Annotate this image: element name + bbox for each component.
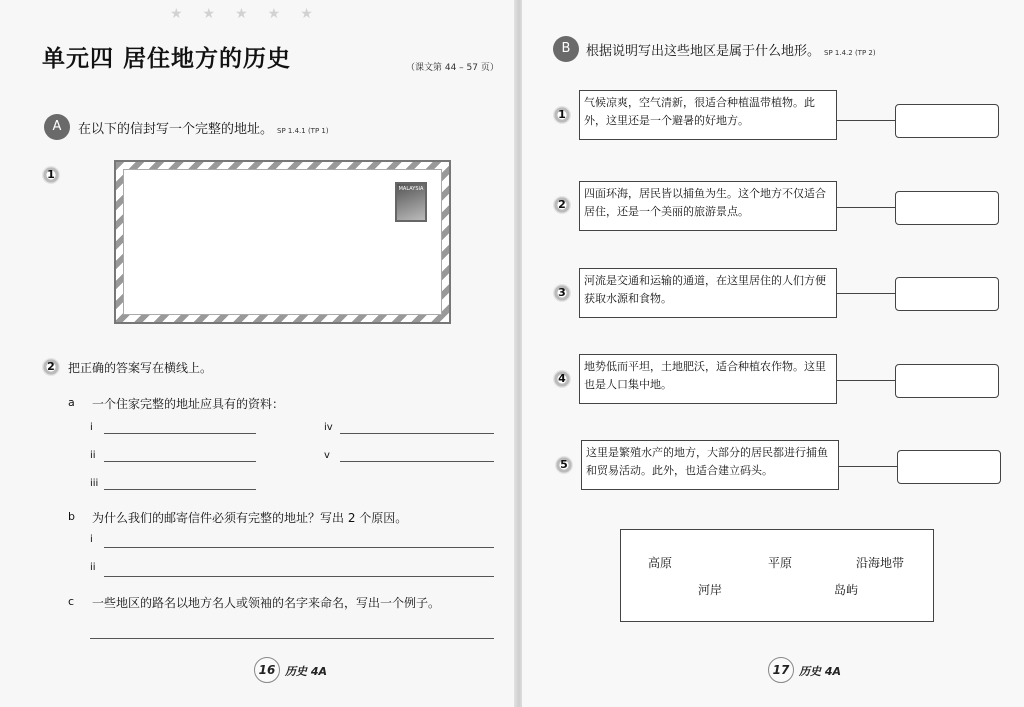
q2a-roman-2: ii bbox=[90, 450, 96, 461]
q2b-letter: b bbox=[68, 510, 75, 523]
question-2-number: 2 bbox=[42, 358, 60, 376]
page-title: 单元四 居住地方的历史 bbox=[42, 46, 292, 72]
word-bank-item-1: 高原 bbox=[648, 556, 673, 570]
footer-subject-left: 历史 4A bbox=[285, 665, 327, 678]
section-b-instruction: 根据说明写出这些地区是属于什么地形。 bbox=[586, 44, 821, 59]
q2a-text: 一个住家完整的地址应具有的资料： bbox=[92, 397, 285, 411]
stamp-text: MALAYSIA bbox=[398, 186, 424, 192]
item-3-connector bbox=[837, 293, 895, 294]
item-3-number: 3 bbox=[553, 284, 571, 302]
word-bank-item-2: 平原 bbox=[768, 556, 793, 570]
q2b-roman-2: ii bbox=[90, 562, 96, 573]
item-2-description: 四面环海，居民皆以捕鱼为生。这个地方不仅适合居住，还是一个美丽的旅游景点。 bbox=[579, 181, 837, 231]
q2a-roman-1: i bbox=[90, 422, 93, 433]
q2a-answer-line-4[interactable] bbox=[340, 433, 494, 434]
q2a-answer-line-3[interactable] bbox=[104, 489, 256, 490]
q2c-text: 一些地区的路名以地方名人或领袖的名字来命名，写出一个例子。 bbox=[92, 596, 441, 610]
footer-subject-right: 历史 4A bbox=[799, 665, 841, 678]
section-b-badge: B bbox=[553, 36, 579, 62]
item-3-answer-box[interactable] bbox=[895, 277, 999, 311]
decorative-stars: ★★★★★ bbox=[170, 6, 333, 22]
textbook-reference: （课文第 44 – 57 页） bbox=[406, 63, 499, 73]
item-2-answer-box[interactable] bbox=[895, 191, 999, 225]
item-1-number: 1 bbox=[553, 106, 571, 124]
page-number-left: 16 bbox=[254, 657, 280, 683]
q2a-roman-3: iii bbox=[90, 478, 99, 489]
word-bank bbox=[620, 529, 934, 622]
section-a-heading bbox=[78, 118, 329, 137]
q2a-roman-5: v bbox=[324, 450, 330, 461]
question-1-number: 1 bbox=[42, 166, 60, 184]
item-5-description: 这里是繁殖水产的地方，大部分的居民都进行捕鱼和贸易活动。此外，也适合建立码头。 bbox=[581, 440, 839, 490]
q2a-answer-line-1[interactable] bbox=[104, 433, 256, 434]
word-bank-item-5: 岛屿 bbox=[834, 583, 859, 597]
q2b-text: 为什么我们的邮寄信件必须有完整的地址？写出 2 个原因。 bbox=[92, 511, 408, 525]
envelope bbox=[114, 160, 451, 324]
question-2-instruction: 把正确的答案写在横线上。 bbox=[68, 361, 213, 375]
q2a-answer-line-2[interactable] bbox=[104, 461, 256, 462]
envelope-address-area[interactable] bbox=[123, 169, 442, 315]
q2c-letter: c bbox=[68, 595, 75, 608]
section-a-code: SP 1.4.1 (TP 1) bbox=[277, 127, 329, 135]
item-5-number: 5 bbox=[555, 456, 573, 474]
q2b-answer-line-1[interactable] bbox=[104, 547, 494, 548]
item-1-connector bbox=[837, 120, 895, 121]
item-4-number: 4 bbox=[553, 370, 571, 388]
page-number-right: 17 bbox=[768, 657, 794, 683]
item-5-answer-box[interactable] bbox=[897, 450, 1001, 484]
item-4-description: 地势低而平坦，土地肥沃，适合种植农作物。这里也是人口集中地。 bbox=[579, 354, 837, 404]
section-a-badge: A bbox=[44, 114, 70, 140]
q2a-roman-4: iv bbox=[324, 422, 333, 433]
stamp-icon bbox=[395, 182, 427, 222]
item-4-connector bbox=[837, 380, 895, 381]
item-2-connector bbox=[837, 207, 895, 208]
item-5-connector bbox=[839, 466, 897, 467]
word-bank-item-3: 沿海地带 bbox=[856, 556, 905, 570]
q2c-answer-line[interactable] bbox=[90, 638, 494, 639]
item-3-description: 河流是交通和运输的通道，在这里居住的人们方便获取水源和食物。 bbox=[579, 268, 837, 318]
section-b-heading bbox=[586, 40, 876, 59]
q2a-letter: a bbox=[68, 396, 75, 409]
q2b-roman-1: i bbox=[90, 534, 93, 545]
item-2-number: 2 bbox=[553, 196, 571, 214]
word-bank-item-4: 河岸 bbox=[698, 583, 723, 597]
item-1-answer-box[interactable] bbox=[895, 104, 999, 138]
section-b-code: SP 1.4.2 (TP 2) bbox=[824, 49, 876, 57]
q2a-answer-line-5[interactable] bbox=[340, 461, 494, 462]
item-4-answer-box[interactable] bbox=[895, 364, 999, 398]
q2b-answer-line-2[interactable] bbox=[104, 576, 494, 577]
section-a-instruction: 在以下的信封写一个完整的地址。 bbox=[78, 122, 274, 137]
item-1-description: 气候凉爽，空气清新，很适合种植温带植物。此外，这里还是一个避暑的好地方。 bbox=[579, 90, 837, 140]
